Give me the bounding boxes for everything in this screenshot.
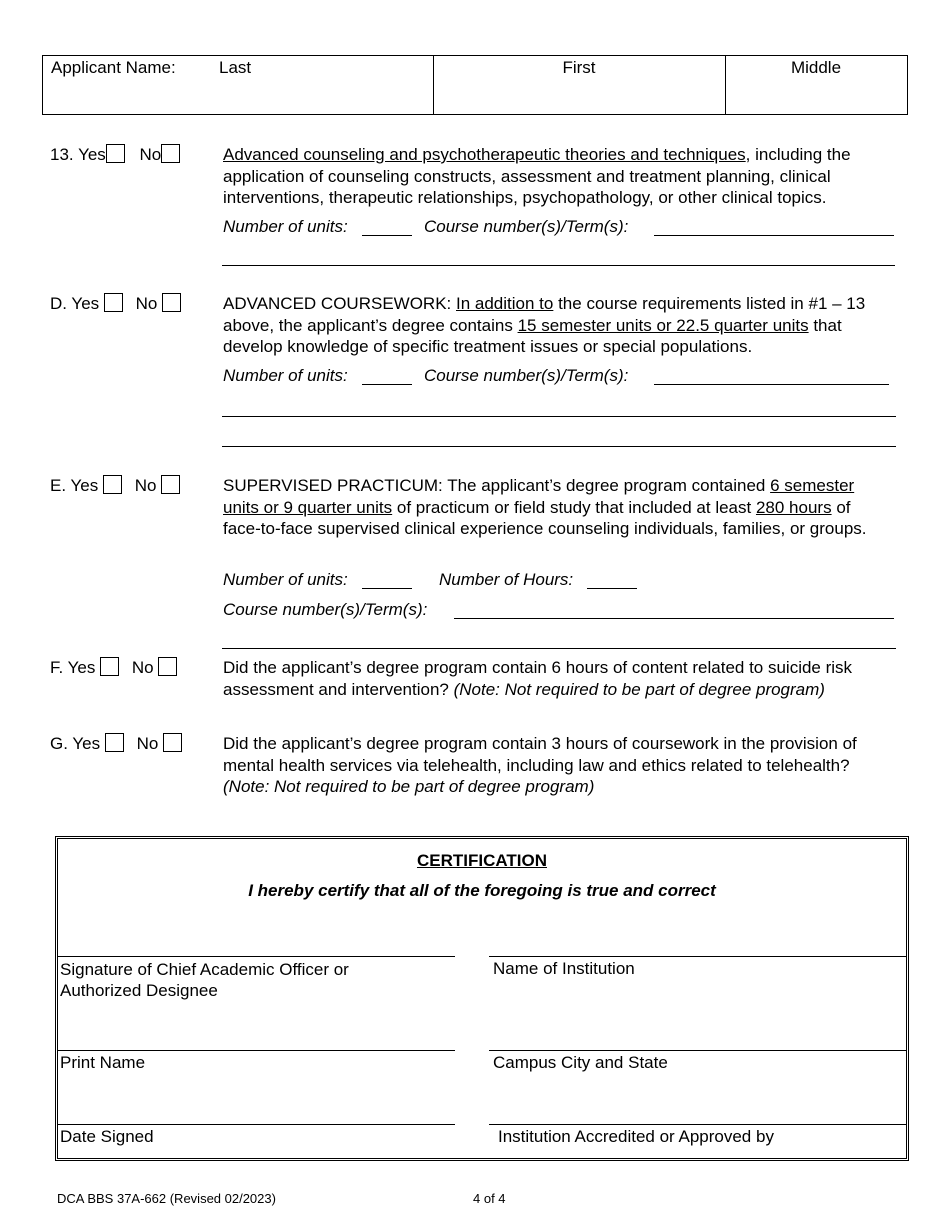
qE-yes-label: Yes: [70, 476, 99, 495]
last-name-label: Last: [219, 58, 252, 77]
q13-yes-label: Yes: [78, 145, 106, 164]
q13-yes-checkbox[interactable]: [106, 144, 125, 163]
certification-box: [55, 836, 909, 1161]
signature-line[interactable]: [58, 956, 455, 957]
q13-text: , including the application of counseling constructs, assessment and treatment planning, clinical interventions, therapeutic relationships, psychopathology, or other clinical topics.: [223, 145, 851, 207]
date-signed-label: Date Signed: [60, 1127, 154, 1146]
page-number: 4 of 4: [473, 1191, 506, 1206]
qD-underline1: In addition to: [456, 294, 554, 313]
qG-yes-label: Yes: [72, 734, 101, 753]
qD-text1: ADVANCED COURSEWORK:: [223, 294, 456, 313]
qG-yes-checkbox[interactable]: [105, 733, 124, 752]
qE-course-label: Course number(s)/Term(s):: [223, 600, 428, 619]
qF-yes-checkbox[interactable]: [100, 657, 119, 676]
certification-title: CERTIFICATION: [416, 851, 547, 870]
qE-underline2: 280 hours: [755, 497, 832, 517]
qD-units-label: Number of units:: [223, 366, 348, 385]
qE-yes-checkbox[interactable]: [103, 475, 122, 494]
qE-text3: of face-to-face supervised clinical experience counseling individuals, families, or groups.: [223, 497, 867, 538]
qE-no-checkbox[interactable]: [161, 475, 180, 494]
q13-no-label: No: [139, 145, 162, 164]
first-name-label: First: [562, 58, 596, 77]
qE-label: E.: [50, 476, 67, 495]
qE-course-field[interactable]: [454, 618, 894, 619]
campus-line[interactable]: [489, 1050, 906, 1051]
applicant-name-table: [42, 55, 908, 115]
institution-label: Name of Institution: [493, 959, 635, 978]
qD-course-field-line3[interactable]: [222, 446, 896, 447]
q13-course-field-line2[interactable]: [222, 265, 895, 266]
accredited-label: Institution Accredited or Approved by: [498, 1127, 774, 1146]
qF-note: (Note: Not required to be part of degree program): [453, 679, 825, 699]
qG-label: G.: [50, 734, 68, 753]
applicant-first-cell[interactable]: [433, 56, 726, 114]
qG-no-label: No: [136, 734, 159, 753]
qE-underline1: 6 semester units or 9 quarter units: [223, 476, 855, 517]
campus-label: Campus City and State: [493, 1053, 668, 1072]
q13-label: 13.: [50, 145, 74, 164]
print-name-label: Print Name: [60, 1053, 146, 1072]
qD-text2: the course requirements listed in #1 – 13 above, the applicant’s degree contains: [223, 294, 866, 335]
qD-yes-checkbox[interactable]: [104, 293, 123, 312]
applicant-name-label: Applicant Name:: [51, 58, 176, 77]
qD-yes-label: Yes: [71, 294, 100, 313]
q13-units-label: Number of units:: [223, 217, 348, 236]
qE-text1: SUPERVISED PRACTICUM: The applicant’s degree program contained: [223, 476, 771, 495]
q13-description: [223, 144, 903, 209]
q13-course-label: Course number(s)/Term(s):: [424, 217, 629, 236]
qF-text: Did the applicant’s degree program contain 6 hours of content related to suicide risk assessment and intervention?: [223, 658, 853, 699]
q13-title: Advanced counseling and psychotherapeutic theories and techniques: [223, 145, 746, 164]
print-name-line[interactable]: [58, 1050, 455, 1051]
qF-yes-no: [50, 657, 177, 678]
q13-yes-no: [50, 144, 180, 165]
qD-label: D.: [50, 294, 67, 313]
qE-no-label: No: [134, 476, 157, 495]
qE-hours-label: Number of Hours:: [439, 570, 574, 589]
qG-text: Did the applicant’s degree program contain 3 hours of coursework in the provision of mental health services via telehealth, including law and ethics related to telehealth?: [223, 734, 857, 775]
qD-course-field[interactable]: [654, 384, 889, 385]
qD-course-field-line2[interactable]: [222, 416, 896, 417]
qG-yes-no: [50, 733, 182, 754]
qD-yes-no: [50, 293, 181, 314]
form-id: DCA BBS 37A-662 (Revised 02/2023): [57, 1191, 276, 1206]
qE-hours-field[interactable]: [587, 588, 637, 589]
qE-text2: of practicum or field study that included at least: [392, 497, 756, 517]
qG-description: [223, 733, 898, 798]
qF-label: F.: [50, 658, 64, 677]
applicant-middle-cell[interactable]: [725, 56, 907, 114]
qD-underline2: 15 semester units or 22.5 quarter units: [517, 315, 809, 335]
certification-statement: I hereby certify that all of the foregoing is true and correct: [248, 881, 716, 900]
q13-course-field[interactable]: [654, 235, 894, 236]
q13-units-field[interactable]: [362, 235, 412, 236]
qD-units-field[interactable]: [362, 384, 412, 385]
date-signed-line[interactable]: [58, 1124, 455, 1125]
qE-units-field[interactable]: [362, 588, 412, 589]
qE-description: [223, 475, 883, 540]
qF-description: [223, 657, 883, 700]
qD-no-checkbox[interactable]: [162, 293, 181, 312]
qD-description: [223, 293, 883, 358]
institution-line[interactable]: [489, 956, 906, 957]
middle-name-label: Middle: [790, 58, 842, 77]
qF-no-checkbox[interactable]: [158, 657, 177, 676]
qF-yes-label: Yes: [67, 658, 96, 677]
qE-units-label: Number of units:: [223, 570, 348, 589]
q13-no-checkbox[interactable]: [161, 144, 180, 163]
applicant-last-cell[interactable]: [43, 56, 434, 114]
qF-no-label: No: [131, 658, 154, 677]
accredited-line[interactable]: [489, 1124, 906, 1125]
signature-label: Signature of Chief Academic Officer or Authorized Designee: [60, 960, 349, 1000]
qG-note: (Note: Not required to be part of degree program): [223, 777, 595, 796]
qE-course-field-line2[interactable]: [222, 648, 896, 649]
qE-yes-no: [50, 475, 180, 496]
qD-no-label: No: [135, 294, 158, 313]
qG-no-checkbox[interactable]: [163, 733, 182, 752]
qD-course-label: Course number(s)/Term(s):: [424, 366, 629, 385]
qD-text3: that develop knowledge of specific treatment issues or special populations.: [223, 315, 842, 356]
